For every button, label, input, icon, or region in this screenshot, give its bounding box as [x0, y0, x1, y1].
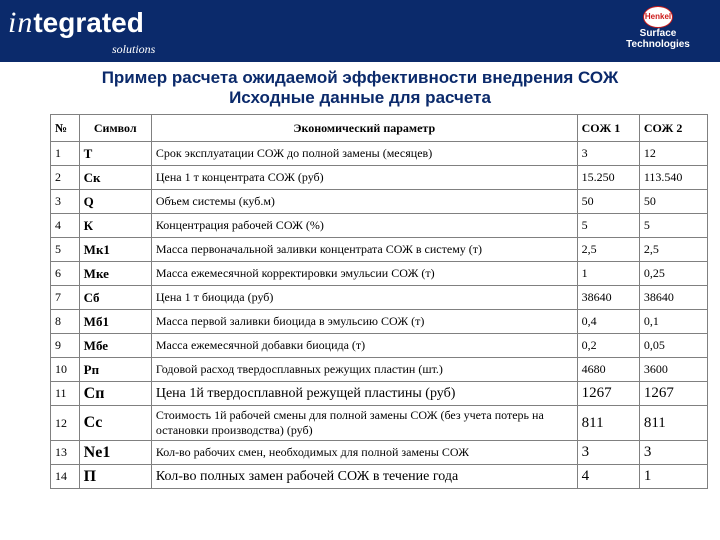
slide-title: Пример расчета ожидаемой эффективности внедрения СОЖ	[101, 68, 619, 87]
row-number: 11	[51, 382, 80, 406]
row-symbol: Мб1	[79, 310, 151, 334]
row-number: 9	[51, 334, 80, 358]
row-value-soj2: 3600	[639, 358, 707, 382]
row-number: 1	[51, 142, 80, 166]
row-param: Кол-во полных замен рабочей СОЖ в течение года	[151, 465, 577, 489]
col-header-number: №	[51, 115, 80, 142]
row-symbol: Cп	[79, 382, 151, 406]
row-value-soj1: 50	[577, 190, 639, 214]
table-row	[51, 262, 708, 286]
table-row	[51, 382, 708, 406]
row-value-soj2: 5	[639, 214, 707, 238]
row-param: Цена 1й твердосплавной режущей пластины (руб)	[151, 382, 577, 406]
row-symbol: К	[79, 214, 151, 238]
table-row	[51, 406, 708, 441]
row-symbol: Cс	[79, 406, 151, 441]
row-param: Срок эксплуатации СОЖ до полной замены (месяцев)	[151, 142, 577, 166]
row-value-soj1: 3	[577, 142, 639, 166]
row-value-soj2: 2,5	[639, 238, 707, 262]
table-row	[51, 286, 708, 310]
slide-titles	[0, 68, 720, 108]
brand-line2: Technologies	[626, 39, 690, 50]
row-value-soj2: 3	[639, 441, 707, 465]
henkel-logo	[612, 6, 704, 50]
row-value-soj1: 5	[577, 214, 639, 238]
row-value-soj1: 2,5	[577, 238, 639, 262]
row-symbol: П	[79, 465, 151, 489]
brand-line1: Surface	[639, 28, 677, 39]
henkel-badge-icon: Henkel	[643, 6, 673, 28]
row-symbol: Cк	[79, 166, 151, 190]
row-param: Масса ежемесячной корректировки эмульсии СОЖ (т)	[151, 262, 577, 286]
row-symbol: Мбе	[79, 334, 151, 358]
row-value-soj2: 12	[639, 142, 707, 166]
row-param: Стоимость 1й рабочей смены для полной замены СОЖ (без учета потерь на остановки производства) (руб)	[151, 406, 577, 441]
row-value-soj1: 1267	[577, 382, 639, 406]
row-value-soj2: 1267	[639, 382, 707, 406]
row-symbol: Мк1	[79, 238, 151, 262]
row-value-soj1: 4680	[577, 358, 639, 382]
row-symbol: Nе1	[79, 441, 151, 465]
logo-in: in	[8, 6, 34, 39]
row-value-soj1: 15.250	[577, 166, 639, 190]
row-param: Объем системы (куб.м)	[151, 190, 577, 214]
row-value-soj2: 50	[639, 190, 707, 214]
row-number: 5	[51, 238, 80, 262]
params-table	[50, 114, 708, 489]
row-value-soj1: 4	[577, 465, 639, 489]
col-header-param: Экономический параметр	[151, 115, 577, 142]
row-number: 10	[51, 358, 80, 382]
row-number: 7	[51, 286, 80, 310]
row-param: Цена 1 т концентрата СОЖ (руб)	[151, 166, 577, 190]
row-number: 8	[51, 310, 80, 334]
row-symbol: Мке	[79, 262, 151, 286]
col-header-soj2: СОЖ 2	[639, 115, 707, 142]
row-value-soj1: 3	[577, 441, 639, 465]
row-number: 6	[51, 262, 80, 286]
row-symbol: Cб	[79, 286, 151, 310]
col-header-symbol: Символ	[79, 115, 151, 142]
row-param: Масса ежемесячной добавки биоцида (т)	[151, 334, 577, 358]
row-number: 2	[51, 166, 80, 190]
table-row	[51, 465, 708, 489]
row-value-soj2: 0,1	[639, 310, 707, 334]
row-value-soj1: 0,2	[577, 334, 639, 358]
row-value-soj2: 0,25	[639, 262, 707, 286]
row-param: Масса первоначальной заливки концентрата СОЖ в систему (т)	[151, 238, 577, 262]
col-header-soj1: СОЖ 1	[577, 115, 639, 142]
row-value-soj2: 0,05	[639, 334, 707, 358]
table-row	[51, 310, 708, 334]
row-value-soj2: 1	[639, 465, 707, 489]
row-number: 13	[51, 441, 80, 465]
row-symbol: T	[79, 142, 151, 166]
row-number: 12	[51, 406, 80, 441]
logo-rest: tegrated	[33, 7, 144, 38]
table-row	[51, 441, 708, 465]
slide-subtitle: Исходные данные для расчета	[229, 88, 491, 107]
row-number: 4	[51, 214, 80, 238]
row-value-soj2: 113.540	[639, 166, 707, 190]
row-param: Цена 1 т биоцида (руб)	[151, 286, 577, 310]
row-number: 14	[51, 465, 80, 489]
row-number: 3	[51, 190, 80, 214]
table-row	[51, 166, 708, 190]
row-value-soj1: 0,4	[577, 310, 639, 334]
table-row	[51, 190, 708, 214]
integrated-logo	[8, 6, 156, 56]
row-value-soj1: 38640	[577, 286, 639, 310]
table-row	[51, 334, 708, 358]
table-row	[51, 358, 708, 382]
table-row	[51, 142, 708, 166]
row-param: Кол-во рабочих смен, необходимых для полной замены СОЖ	[151, 441, 577, 465]
row-value-soj1: 811	[577, 406, 639, 441]
row-value-soj2: 811	[639, 406, 707, 441]
table-header-row	[51, 115, 708, 142]
table-row	[51, 238, 708, 262]
logo-subtitle: solutions	[112, 42, 156, 56]
row-param: Годовой расход твердосплавных режущих пластин (шт.)	[151, 358, 577, 382]
row-param: Масса первой заливки биоцида в эмульсию СОЖ (т)	[151, 310, 577, 334]
row-value-soj1: 1	[577, 262, 639, 286]
row-param: Концентрация рабочей СОЖ (%)	[151, 214, 577, 238]
table-row	[51, 214, 708, 238]
row-value-soj2: 38640	[639, 286, 707, 310]
row-symbol: Рп	[79, 358, 151, 382]
row-symbol: Q	[79, 190, 151, 214]
header-bar	[0, 0, 720, 62]
